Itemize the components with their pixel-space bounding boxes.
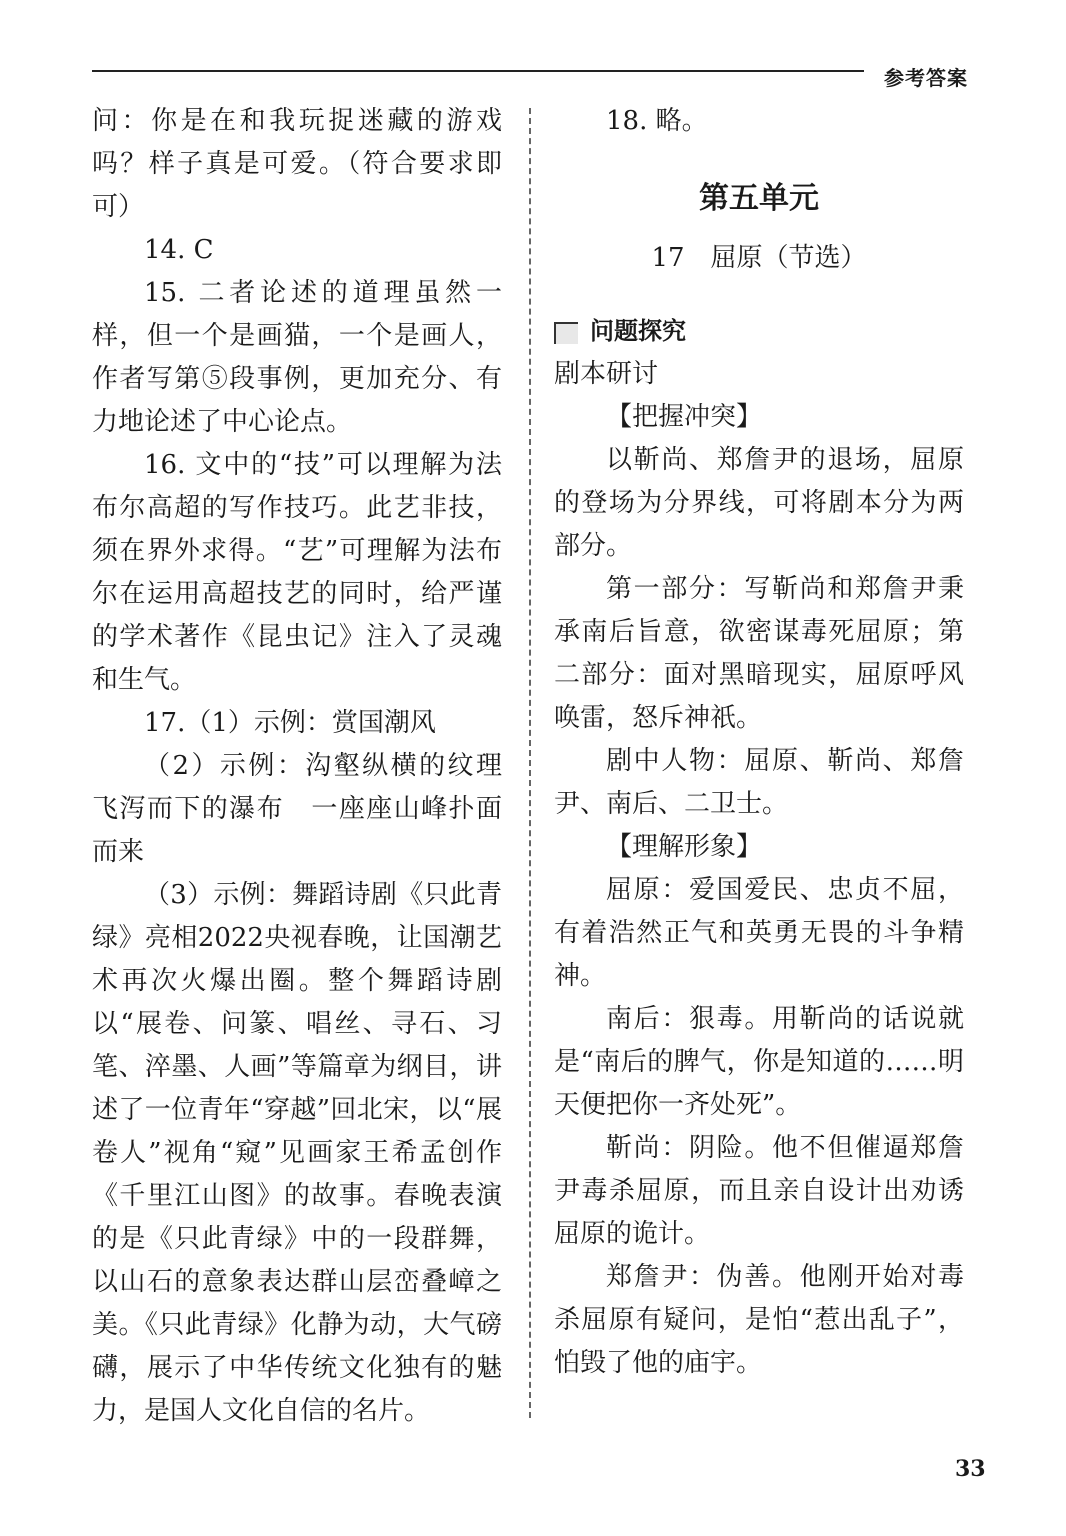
section-heading-text: 问题探究 [590, 317, 686, 345]
subsection-title: 剧本研讨 [554, 359, 659, 389]
answer-17-1: 17.（1）示例：赏国潮风 [144, 708, 436, 738]
page-number: 33 [955, 1456, 986, 1482]
tag-image: 【理解形象】 [606, 832, 763, 862]
answer-18: 18. 略。 [606, 106, 708, 136]
answer-17-3: （3）示例：舞蹈诗剧《只此青绿》亮相2022央视春晚，让国潮艺术再次火爆出圈。整个舞蹈诗剧以“展卷、问篆、唱丝、寻石、习笔、淬墨、人画”等篇章为纲目，讲述了一位青年“穿越”回北宋，以“展卷人”视角“窥”见画家王希孟创作《千里江山图》的故事。春晚表演的是《只此青绿》中的一段群舞，以山石的意象表达群山层峦叠嶂之美。《只此青绿》化静为动，大气磅礴，展示了中华传统文化独有的魅力，是国人文化自信的名片。 [92, 880, 502, 1426]
character-paragraph: 南后：狠毒。用靳尚的话说就是“南后的脾气，你是知道的……明天便把你一齐处死”。 [554, 1004, 964, 1120]
section-marker-icon [554, 322, 578, 344]
lesson-title: 17 屈原（节选） [651, 243, 867, 273]
tag-conflict: 【把握冲突】 [606, 402, 763, 432]
answer-17-2: （2）示例：沟壑纵横的纹理 飞泻而下的瀑布 一座座山峰扑面而来 [92, 751, 529, 867]
character-paragraph: 靳尚：阴险。他不但催逼郑詹尹毒杀屈原，而且亲自设计出劝诱屈原的诡计。 [554, 1133, 964, 1249]
answer-16: 16. 文中的“技”可以理解为法布尔高超的写作技巧。此艺非技，须在界外求得。“艺”可理解为法布尔在运用高超技艺的同时，给严谨的学术著作《昆虫记》注入了灵魂和生气。 [92, 450, 502, 695]
character-paragraph: 屈原：爱国爱民、忠贞不屈，有着浩然正气和英勇无畏的斗争精神。 [554, 875, 964, 991]
conflict-paragraph: 第一部分：写靳尚和郑詹尹秉承南后旨意，欲密谋毒死屈原；第二部分：面对黑暗现实，屈原呼风唤雷，怒斥神祇。 [554, 574, 964, 733]
running-header: 参考答案 [884, 66, 968, 90]
answer-13-continued: 问：你是在和我玩捉迷藏的游戏吗？样子真是可爱。（符合要求即可） [92, 106, 502, 222]
unit-title: 第五单元 [699, 181, 819, 216]
conflict-paragraph: 以靳尚、郑詹尹的退场，屈原的登场为分界线，可将剧本分为两部分。 [554, 445, 964, 561]
conflict-paragraph: 剧中人物：屈原、靳尚、郑詹尹、南后、二卫士。 [554, 746, 964, 819]
left-column [92, 100, 529, 1433]
character-paragraph: 郑詹尹：伪善。他刚开始对毒杀屈原有疑问，是怕“惹出乱子”，怕毁了他的庙宇。 [554, 1262, 964, 1378]
right-column [554, 100, 964, 1385]
answer-15: 15. 二者论述的道理虽然一样，但一个是画猫，一个是画人，作者写第⑤段事例，更加充分、有力地论述了中心论点。 [92, 278, 502, 437]
column-divider [529, 108, 531, 1418]
header-rule [92, 70, 864, 72]
section-heading [554, 310, 964, 353]
answer-14: 14. C [144, 235, 214, 265]
